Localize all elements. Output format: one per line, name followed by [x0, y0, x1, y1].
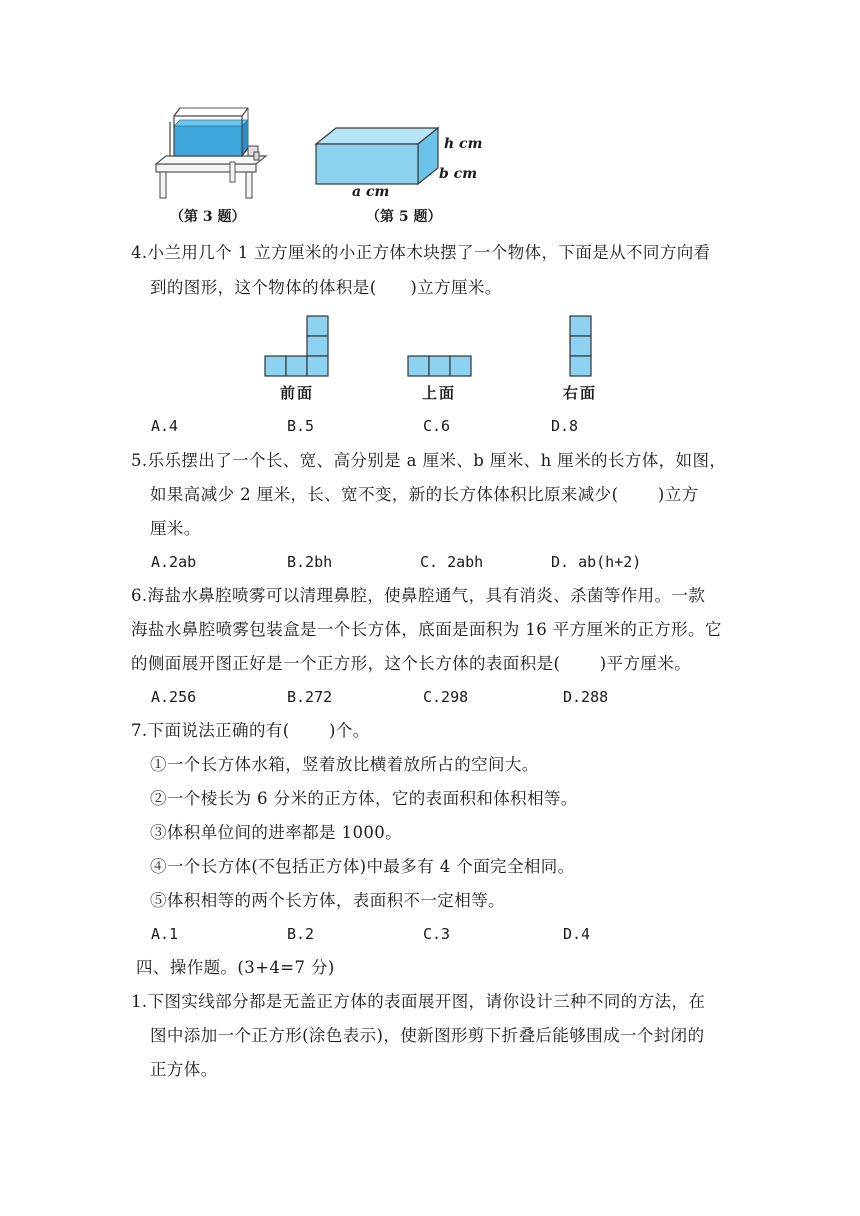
q4-option-c[interactable]: C.6	[423, 417, 451, 435]
q4-option-a[interactable]: A.4	[151, 417, 179, 435]
q4-view-right-label: 右面	[563, 384, 598, 402]
section-4-q1-line3: 正方体。	[150, 1060, 218, 1079]
q7-statement-5: ⑤体积相等的两个长方体，表面积不一定相等。	[150, 891, 505, 910]
q6-line3: 的侧面展开图正好是一个正方形，这个长方体的表面积是( )平方厘米。	[131, 654, 692, 673]
figure-5-label-h: h cm	[444, 136, 483, 152]
q7-statement-2: ②一个棱长为 6 分米的正方体，它的表面积和体积相等。	[150, 789, 578, 808]
q5-option-d[interactable]: D. ab(h+2)	[551, 553, 642, 571]
q5-line3: 厘米。	[150, 519, 201, 538]
q5-option-a[interactable]: A.2ab	[151, 553, 197, 571]
figure-5-cuboid	[312, 122, 490, 204]
q6-line2: 海盐水鼻腔喷雾包装盒是一个长方体，底面是面积为 16 平方厘米的正方形。它	[131, 620, 722, 639]
q4-option-b[interactable]: B.5	[287, 417, 315, 435]
q6-option-b[interactable]: B.272	[287, 688, 333, 706]
q4-view-right	[569, 315, 593, 379]
q7-statement-1: ①一个长方体水箱，竖着放比横着放所占的空间大。	[150, 755, 539, 774]
section-4-q1-line2: 图中添加一个正方形(涂色表示)，使新图形剪下折叠后能够围成一个封闭的	[150, 1026, 705, 1045]
q7-line1: 7.下面说法正确的有( )个。	[131, 721, 370, 740]
figure-5-label-a: a cm	[352, 184, 390, 200]
q6-option-a[interactable]: A.256	[151, 688, 197, 706]
figure-5-label-b: b cm	[439, 166, 478, 182]
q7-option-a[interactable]: A.1	[151, 925, 179, 943]
q4-view-front-label: 前面	[280, 384, 315, 402]
section-4-title: 四、操作题。(3+4=7 分)	[136, 958, 335, 977]
q5-line2: 如果高减少 2 厘米，长、宽不变，新的长方体体积比原来减少( )立方	[150, 485, 699, 504]
q5-option-b[interactable]: B.2bh	[287, 553, 333, 571]
q6-option-c[interactable]: C.298	[423, 688, 469, 706]
q5-option-c[interactable]: C. 2abh	[420, 553, 484, 571]
figure-5-caption: （第 5 题）	[366, 209, 442, 225]
q4-line1: 4.小兰用几个 1 立方厘米的小正方体木块摆了一个物体，下面是从不同方向看	[131, 243, 711, 262]
q7-option-b[interactable]: B.2	[287, 925, 315, 943]
q5-line1: 5.乐乐摆出了一个长、宽、高分别是 a 厘米、b 厘米、h 厘米的长方体，如图，	[131, 451, 727, 470]
section-4-q1-line1: 1.下图实线部分都是无盖正方体的表面展开图，请你设计三种不同的方法，在	[131, 992, 706, 1011]
q4-option-d[interactable]: D.8	[551, 417, 579, 435]
q7-statement-3: ③体积单位间的进率都是 1000。	[150, 823, 403, 842]
q4-view-top-label: 上面	[422, 384, 457, 402]
q4-view-front	[264, 315, 330, 379]
figure-3-caption: （第 3 题）	[170, 209, 246, 225]
q7-option-c[interactable]: C.3	[423, 925, 451, 943]
figure-3-tank	[150, 100, 280, 202]
q6-line1: 6.海盐水鼻腔喷雾可以清理鼻腔，使鼻腔通气，具有消炎、杀菌等作用。一款	[131, 586, 706, 605]
q4-view-top	[407, 355, 473, 377]
q7-statement-4: ④一个长方体(不包括正方体)中最多有 4 个面完全相同。	[150, 857, 575, 876]
q6-option-d[interactable]: D.288	[563, 688, 609, 706]
q7-option-d[interactable]: D.4	[563, 925, 591, 943]
q4-line2: 到的图形，这个物体的体积是( )立方厘米。	[150, 278, 502, 297]
